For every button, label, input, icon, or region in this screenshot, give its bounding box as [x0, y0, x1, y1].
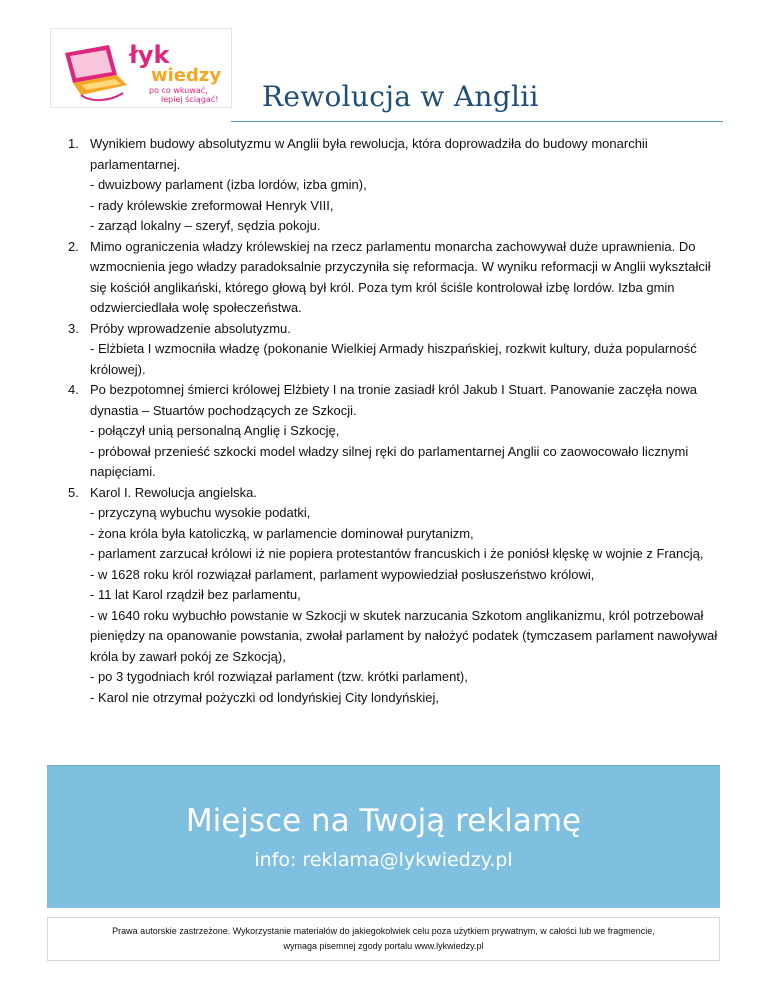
ad-banner[interactable] — [47, 765, 720, 908]
list-number: 4. — [68, 382, 79, 397]
title-divider — [231, 121, 723, 122]
list-item — [52, 134, 724, 237]
text-line: - Karol nie otrzymał pożyczki od londyńskiej City londyńskiej, — [90, 689, 439, 705]
site-logo[interactable] — [50, 28, 232, 108]
text-line: Wynikiem budowy absolutyzmu w Anglii była rewolucja, która doprowadziła do budowy monarchii parlamentarnej. — [90, 136, 648, 172]
list-number: 1. — [68, 136, 79, 151]
text-line: - Elżbieta I wzmocniła władzę (pokonanie Wielkiej Armady hiszpańskiej, rozkwit kultury, duża popularność królowej). — [90, 341, 697, 377]
text-line: - rady królewskie zreformował Henryk VIII, — [90, 197, 334, 213]
numbered-list — [52, 134, 724, 708]
text-line: Karol I. Rewolucja angielska. — [90, 484, 257, 500]
text-line: - zarząd lokalny – szeryf, sędzia pokoju. — [90, 218, 321, 233]
list-number: 3. — [68, 320, 79, 336]
page-title: Rewolucja w Anglii — [262, 80, 539, 113]
text-line: - żona króla była katoliczką, w parlamencie dominował purytanizm, — [90, 525, 474, 541]
list-item — [52, 380, 724, 483]
list-item — [52, 483, 724, 709]
logo-brand-top: łyk — [129, 41, 170, 69]
document-body — [52, 134, 724, 708]
logo-tagline-2: lepiej ściągać! — [161, 95, 219, 104]
copyright-footer — [47, 917, 720, 961]
text-line: - po 3 tygodniach król rozwiązał parlament (tzw. krótki parlament), — [90, 669, 468, 684]
list-item — [52, 237, 724, 319]
text-line: - połączył unią personalną Anglię i Szkocję, — [90, 423, 340, 438]
footer-line: Prawa autorskie zastrzeżone. Wykorzystanie materiałów do jakiegokolwiek celu poza użytkiem prywatnym, w całości lub we fragmencie, — [112, 926, 655, 936]
text-line: - parlament zarzucał królowi iż nie popiera protestantów francuskich i że poniósł klęskę w wojnie z Francją, — [90, 546, 704, 561]
ad-contact[interactable]: info: reklama@lykwiedzy.pl — [254, 849, 513, 871]
text-line: - w 1640 roku wybuchło powstanie w Szkocji w skutek narzucania Szkotom anglikanizmu, król potrzebował pieniędzy na opanowanie powstania, zwołał parlament by nałożyć podatek (tymczasem parlament nawoływał króla by zawarł pokój ze Szkocją), — [90, 607, 718, 664]
text-line: - przyczyną wybuchu wysokie podatki, — [90, 505, 311, 520]
logo-graphic — [51, 29, 231, 107]
text-line: - dwuizbowy parlament (izba lordów, izba gmin), — [90, 177, 367, 192]
ad-title: Miejsce na Twoją reklamę — [185, 803, 582, 839]
text-line: Mimo ograniczenia władzy królewskiej na rzecz parlamentu monarcha zachowywał duże uprawnienia. Do wzmocnienia jego władzy paradoksalnie przyczyniła się reformacja. W wyniku reformacji w Anglii wykształcił się kościół anglikański, którego głową był król. Poza tym król ściśle kontrolował izbę lordów. Izba gmin odzwierciedlała wolę społeczeństwa. — [90, 238, 711, 315]
logo-tagline-1: po co wkuwać, — [149, 86, 208, 95]
text-line: - próbował przenieść szkocki model władzy silnej ręki do parlamentarnej Anglii co zaowocowało licznymi napięciami. — [90, 443, 689, 479]
text-line: Po bezpotomnej śmierci królowej Elżbiety I na tronie zasiadł król Jakub I Stuart. Panowanie zaczęła nowa dynastia – Stuartów pochodzących ze Szkocji. — [90, 382, 697, 418]
list-number: 2. — [68, 238, 79, 254]
footer-line: wymaga pisemnej zgody portalu www.lykwiedzy.pl — [283, 941, 484, 951]
logo-brand-bottom: wiedzy — [151, 65, 222, 86]
text-line: - w 1628 roku król rozwiązał parlament, parlament wypowiedział posłuszeństwo królowi, — [90, 566, 595, 582]
list-item — [52, 319, 724, 381]
list-number: 5. — [68, 484, 79, 500]
text-line: Próby wprowadzenie absolutyzmu. — [90, 320, 291, 336]
text-line: - 11 lat Karol rządził bez parlamentu, — [90, 587, 301, 602]
laptop-icon — [65, 45, 127, 100]
